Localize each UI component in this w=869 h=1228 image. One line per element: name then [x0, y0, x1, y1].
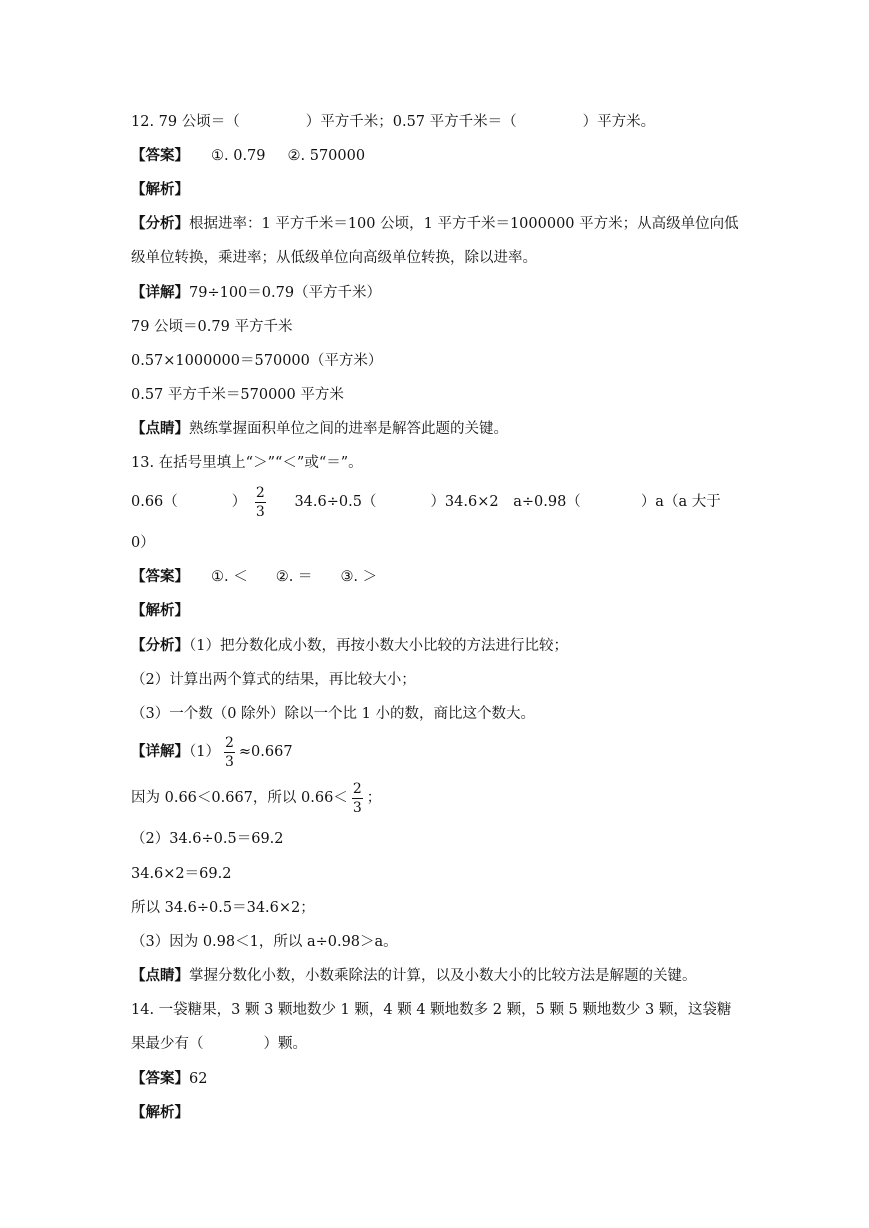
answer-item: ②. 570000 — [287, 148, 366, 164]
q12-analysis-line1 — [131, 214, 739, 234]
q13-item1: ） — [231, 494, 247, 510]
q12-jiexi: 【解析】 — [131, 181, 189, 198]
q13-item1: 0.66（ — [131, 494, 178, 510]
q13-analysis-line3: （3）一个数（0 除外）除以一个比 1 小的数，商比这个数大。 — [131, 706, 536, 722]
q13-detail-line5: 所以 34.6÷0.5＝34.6×2； — [131, 900, 315, 916]
answer-item: ③. ＞ — [340, 569, 378, 585]
q13-item2: ）34.6×2 — [430, 494, 499, 510]
analysis-text: 根据进率：1 平方千米＝100 公顷，1 平方千米＝1000000 平方米；从高级单位向低 — [189, 216, 739, 232]
q13-detail-line3: （2）34.6÷0.5＝69.2 — [131, 831, 284, 847]
answer-label: 【答案】 — [131, 1070, 189, 1087]
q13-question: 13. 在括号里填上“＞”“＜”或“＝”。 — [131, 455, 363, 471]
fraction-numerator: 2 — [352, 780, 362, 797]
fraction-denominator: 3 — [224, 753, 234, 770]
detail-label: 【详解】 — [131, 743, 189, 760]
answer-label: 【答案】 — [131, 568, 189, 585]
tip-label: 【点睛】 — [131, 967, 189, 984]
q13-item3: ）a（a 大于 — [640, 494, 721, 510]
analysis-label: 【分析】 — [131, 215, 189, 232]
q12-question-part: ）平方千米；0.57 平方千米＝（ — [305, 114, 517, 130]
detail-text: ≈0.667 — [238, 744, 293, 760]
q12-detail-line2: 79 公顷＝0.79 平方千米 — [131, 319, 293, 335]
q13-detail-line4: 34.6×2＝69.2 — [131, 866, 232, 882]
q13-item3: a÷0.98（ — [513, 494, 581, 510]
tip-label: 【点睛】 — [131, 420, 189, 437]
fraction-two-thirds — [352, 782, 363, 815]
q12-detail-line4: 0.57 平方千米＝570000 平方米 — [131, 387, 344, 403]
q12-tip — [131, 419, 508, 439]
answer-item: ①. 0.79 — [211, 148, 266, 164]
fraction-numerator: 2 — [255, 484, 265, 501]
detail-text: ； — [366, 790, 382, 806]
tip-text: 掌握分数化小数，小数乘除法的计算，以及小数大小的比较方法是解题的关键。 — [189, 968, 697, 984]
answer-item: ①. ＜ — [211, 569, 248, 585]
q12-detail-line3: 0.57×1000000＝570000（平方米） — [131, 353, 383, 369]
analysis-label: 【分析】 — [131, 637, 189, 654]
analysis-text: （1）把分数化成小数，再按小数大小比较的方法进行比较； — [189, 638, 568, 654]
q14-question-part: 果最少有（ — [131, 1036, 204, 1052]
detail-text: 因为 0.66＜0.667，所以 0.66＜ — [131, 790, 348, 806]
answer-item: ②. ＝ — [275, 569, 313, 585]
detail-label: 【详解】 — [131, 284, 189, 301]
q14-answer — [131, 1069, 207, 1089]
q12-answer — [131, 146, 365, 166]
fraction-numerator: 2 — [224, 734, 234, 751]
q13-answer — [131, 567, 377, 587]
fraction-denominator: 3 — [255, 503, 265, 520]
q12-detail-line1 — [131, 283, 381, 303]
q14-question-part: ）颗。 — [263, 1036, 307, 1052]
answer-item: 62 — [189, 1071, 208, 1087]
q12-analysis-line2: 级单位转换，乘进率；从低级单位向高级单位转换，除以进率。 — [131, 250, 537, 266]
q13-analysis-line1 — [131, 636, 568, 656]
q13-detail-line2 — [131, 779, 381, 817]
tip-text: 熟练掌握面积单位之间的进率是解答此题的关键。 — [189, 421, 508, 437]
fraction-two-thirds — [255, 486, 266, 519]
answer-label: 【答案】 — [131, 147, 189, 164]
q13-jiexi: 【解析】 — [131, 602, 189, 619]
q13-item3-continuation: 0） — [131, 535, 155, 551]
q14-question-line2 — [131, 1034, 307, 1054]
fraction-two-thirds — [224, 736, 235, 769]
q14-jiexi: 【解析】 — [131, 1104, 189, 1121]
detail-text: 79÷100＝0.79（平方千米） — [189, 285, 382, 301]
fraction-denominator: 3 — [352, 799, 362, 816]
q12-question-part: 12. 79 公顷＝（ — [131, 114, 240, 130]
q13-detail-line1 — [131, 733, 293, 771]
q14-question-line1: 14. 一袋糖果，3 颗 3 颗地数少 1 颗，4 颗 4 颗地数多 2 颗，5 颗 5 颗地数少 3 颗，这袋糖 — [131, 1002, 732, 1018]
q13-analysis-line2: （2）计算出两个算式的结果，再比较大小； — [131, 672, 416, 688]
q13-items — [131, 483, 721, 521]
q12-question — [131, 112, 655, 132]
q13-tip — [131, 966, 697, 986]
q13-detail-line6: （3）因为 0.98＜1，所以 a÷0.98＞a。 — [131, 934, 398, 950]
q12-question-part: ）平方米。 — [582, 114, 656, 130]
detail-text: （1） — [189, 744, 220, 760]
q13-item2: 34.6÷0.5（ — [294, 494, 377, 510]
